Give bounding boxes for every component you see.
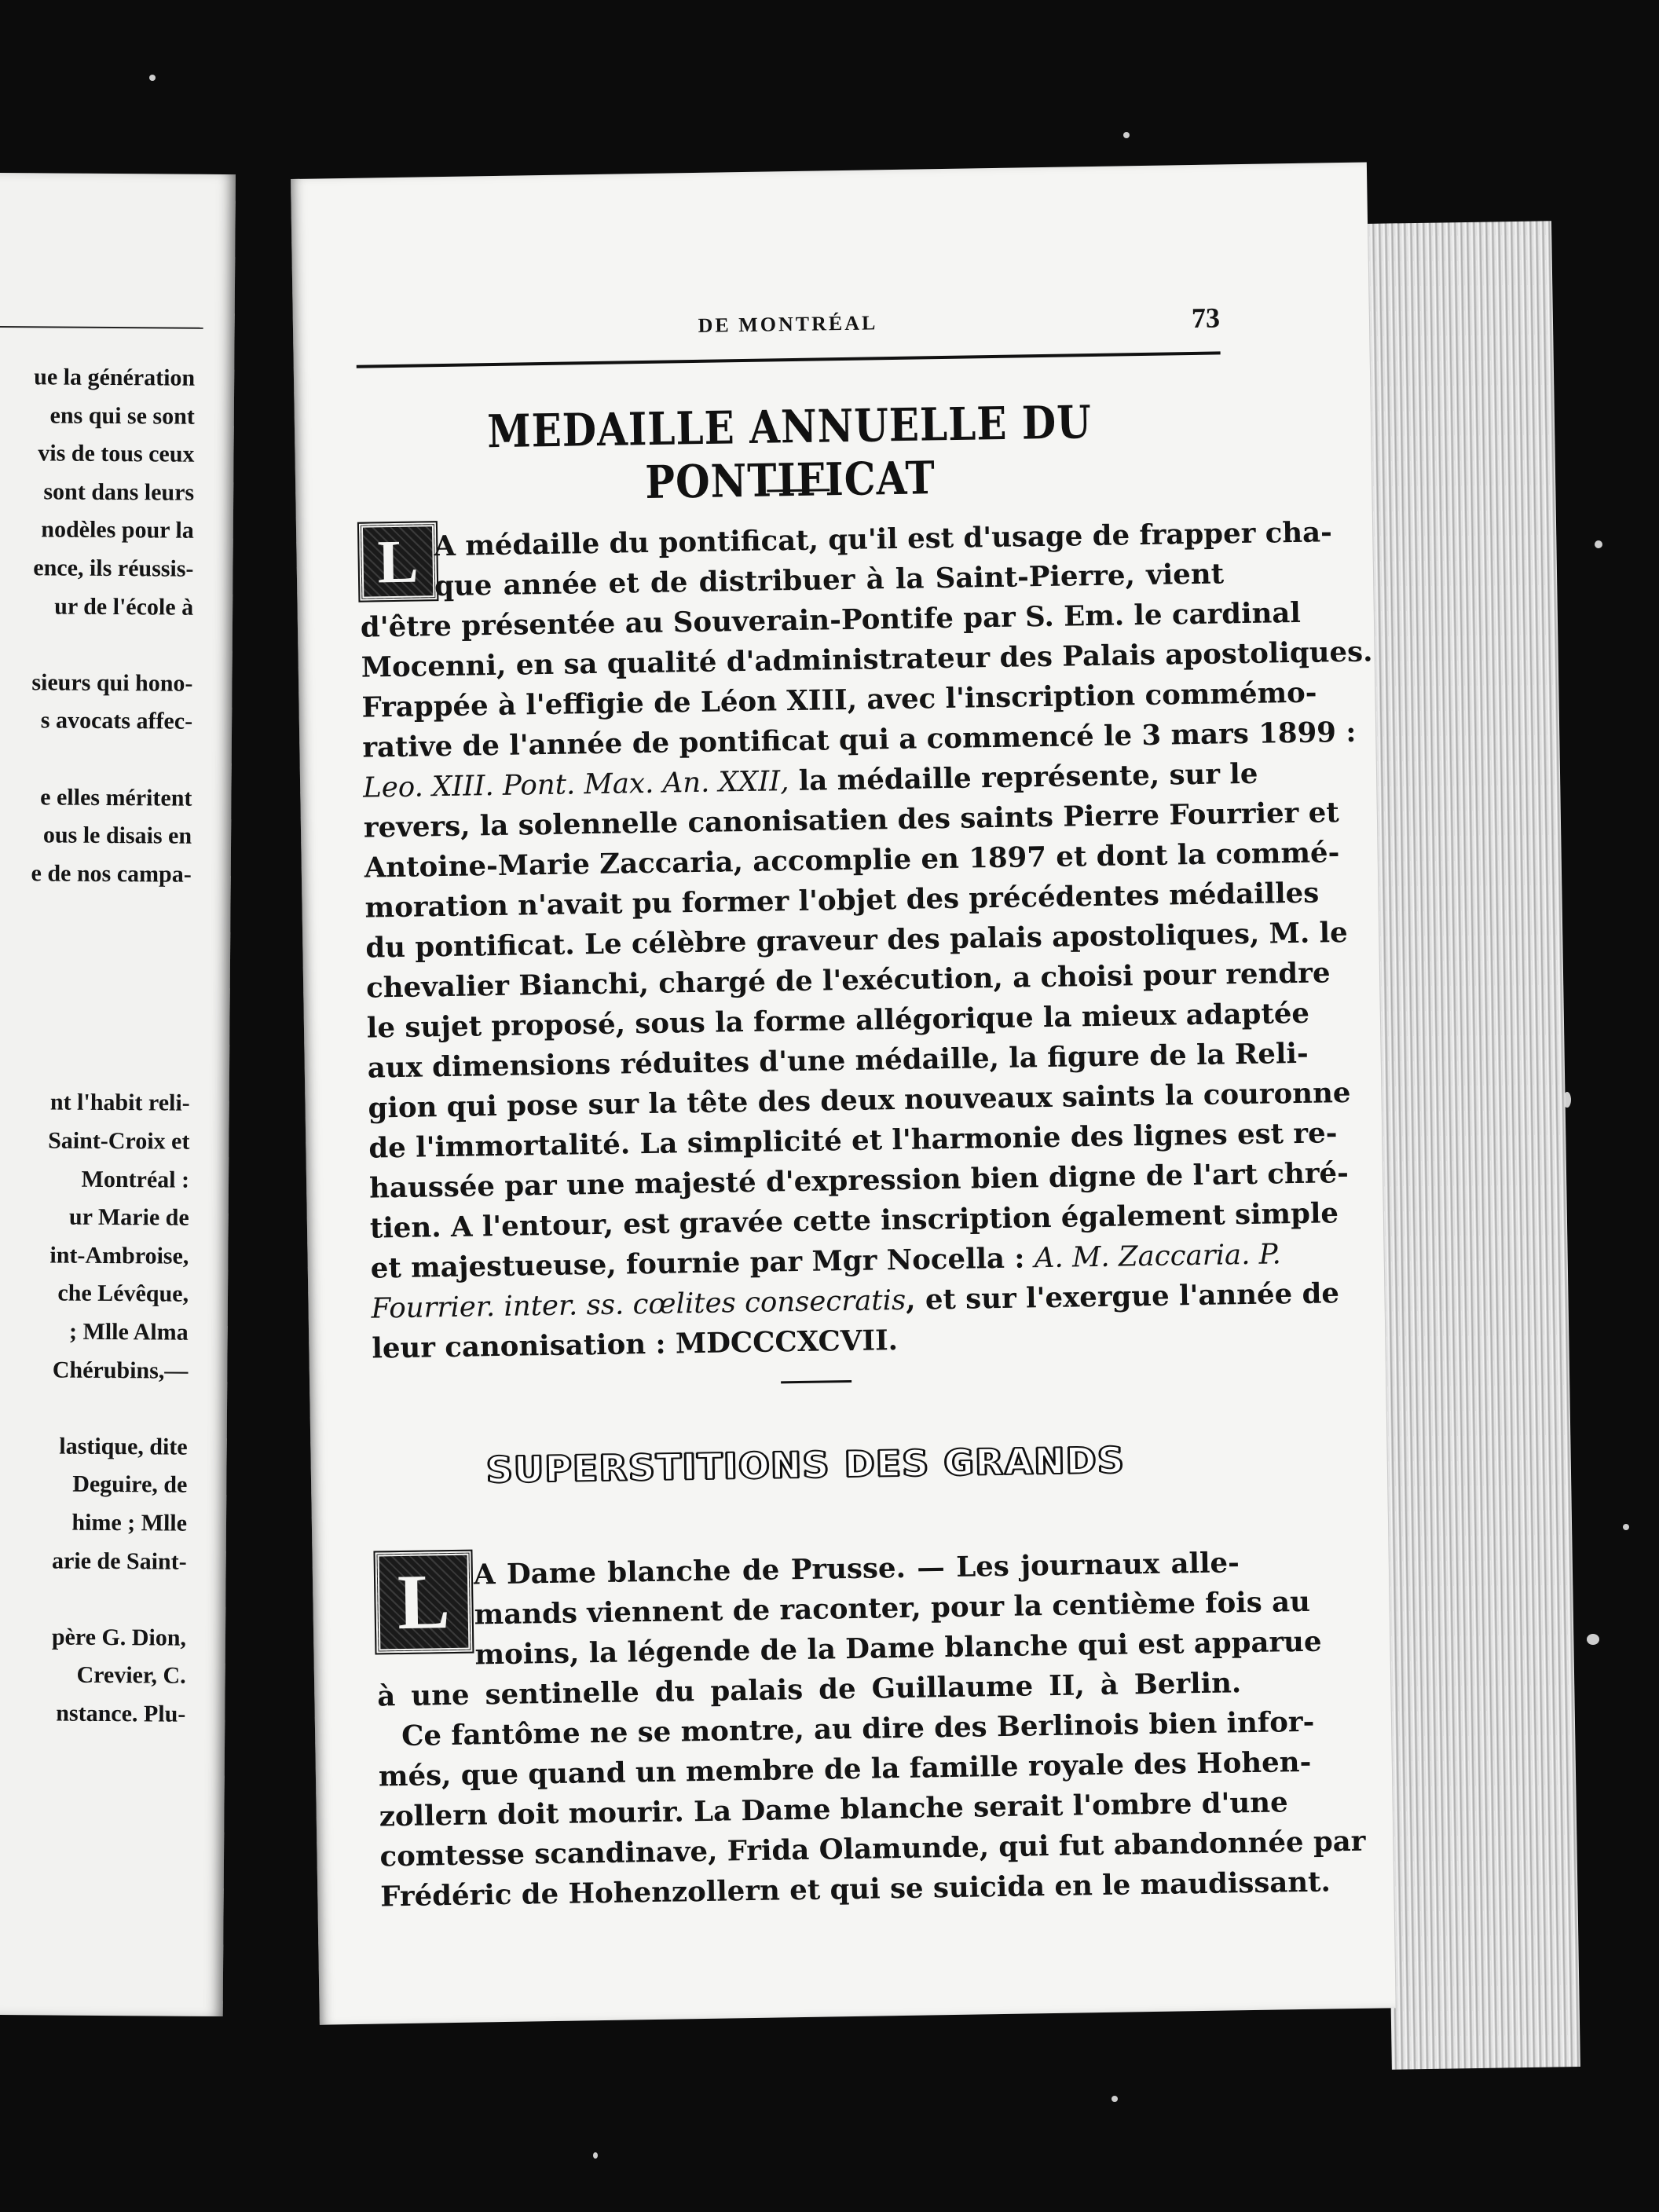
text-line: chevalier Bianchi, chargé de l'exécution, a choisi pour rendre (365, 957, 1331, 1005)
text-line-part: , et sur l'exergue l'année de (905, 1277, 1340, 1317)
text-line: le sujet proposé, sous la forme allégorique la mieux adaptée (366, 997, 1310, 1045)
text-line: moins, la légende de la Dame blanche qui est apparue (474, 1625, 1322, 1672)
left-page-line: hime ; Mlle (71, 1509, 188, 1536)
left-page-line (0, 934, 191, 967)
left-page-line: e de nos campa- (31, 860, 192, 888)
text-line: A médaille du pontificat, qu'il est d'usage de frapper cha- (434, 516, 1333, 563)
left-page-line (0, 1392, 188, 1425)
text-line: moration n'avait pu former l'objet des précédentes médailles (364, 877, 1320, 925)
left-page-line: ence, ils réussis- (33, 555, 194, 582)
section-title-medaille: MEDAILLE ANNUELLE DU PONTIFICAT (486, 395, 1093, 509)
left-page-line: sont dans leurs (43, 478, 195, 506)
text-line: comtesse scandinave, Frida Olamunde, qui fut abandonnée par (379, 1825, 1366, 1873)
dust-speck (1123, 132, 1130, 138)
left-page-line: ; Mlle Alma (68, 1318, 189, 1346)
left-page (0, 173, 236, 2016)
left-page-line: che Lévêque, (57, 1280, 189, 1308)
left-page-line: père G. Dion, (51, 1624, 187, 1651)
left-page-line: nstance. Plu- (56, 1700, 186, 1727)
text-line: gion qui pose sur la tête des deux nouveaux saints la couronne (368, 1076, 1351, 1125)
left-page-line: Crevier, C. (76, 1662, 186, 1690)
text-line: haussée par une majesté d'expression bien digne de l'art chré- (368, 1157, 1350, 1205)
text-line: de l'immortalité. La simplicité et l'harmonie des lignes est re- (368, 1117, 1338, 1165)
left-page-rule (0, 326, 203, 329)
left-page-line: lastique, dite (59, 1433, 188, 1460)
left-page-line (0, 628, 193, 661)
left-page-line: arie de Saint- (51, 1547, 187, 1575)
left-page-line: ous le disais en (42, 822, 192, 849)
left-page-line: vis de tous ceux (38, 440, 195, 467)
section-separator (781, 1380, 851, 1383)
left-page-text (0, 173, 236, 1727)
text-line-part: la médaille représente, sur le (798, 757, 1258, 797)
article-medaille-text (359, 514, 1373, 1368)
left-page-line: ur de l'école à (54, 593, 194, 621)
page-edges (1363, 221, 1580, 2069)
dust-speck (1623, 1524, 1629, 1530)
dropcap-l: L (375, 1551, 472, 1654)
article-superstitions-text (375, 1543, 1366, 1917)
text-line: du pontificat. Le célèbre graveur des palais apostoliques, M. le (365, 916, 1349, 965)
dust-speck (1111, 2096, 1118, 2102)
left-page-line: Montréal : (81, 1166, 190, 1193)
left-page-line: int-Ambroise, (49, 1242, 189, 1269)
left-page-line (0, 1583, 186, 1616)
text-line: A Dame blanche de Prusse. — Les journaux alle- (473, 1547, 1240, 1591)
text-line: mands viennent de raconter, pour la centième fois au (474, 1585, 1311, 1632)
text-line: d'être présentée au Souverain-Pontife par S. Em. le cardinal (360, 596, 1302, 644)
text-line: rative de l'année de pontificat qui a commencé le 3 mars 1899 : (362, 716, 1357, 764)
dust-speck (1595, 540, 1602, 548)
running-title: DE MONTRÉAL (698, 311, 878, 337)
dropcap-l: L (359, 522, 438, 601)
left-page-line: ue la génération (34, 364, 196, 391)
text-line: leur canonisation : MDCCCXCVII. (372, 1324, 899, 1365)
text-line: Antoine-Marie Zaccaria, accomplie en 1897 et dont la commé- (364, 837, 1340, 884)
left-page-line (0, 1049, 190, 1082)
text-line: més, que quand un membre de la famille royale des Hohen- (378, 1745, 1312, 1793)
dust-speck (149, 75, 156, 81)
text-line: à une sentinelle du palais de Guillaume II, à Berlin. (377, 1667, 1242, 1713)
left-page-line: nodèles pour la (41, 516, 194, 544)
right-page (291, 162, 1396, 2024)
page-number: 73 (1191, 302, 1221, 335)
section-title-superstitions: SUPERSTITIONS DES GRANDS (485, 1438, 1126, 1492)
text-line: que année et de distribuer à la Saint-Pierre, vient (434, 558, 1225, 603)
left-page-line: s avocats affec- (40, 707, 193, 735)
text-line: Mocenni, en sa qualité d'administrateur des Palais apostoliques. (361, 635, 1373, 684)
text-line: aux dimensions réduites d'une médaille, la figure de la Reli- (367, 1037, 1309, 1085)
left-page-line: Saint-Croix et (48, 1127, 190, 1155)
text-line: Ce fantôme ne se montre, au dire des Berlinois bien infor- (401, 1705, 1315, 1753)
italic-inscription: A. M. Zaccaria. P. (1034, 1238, 1282, 1275)
text-line: Frappée à l'effigie de Léon XIII, avec l'inscription commémo- (361, 676, 1317, 724)
left-page-line: Deguire, de (72, 1471, 188, 1499)
text-line: Frédéric de Hohenzollern et qui se suicida en le maudissant. (380, 1866, 1331, 1914)
left-page-line: Chérubins,— (52, 1357, 189, 1384)
left-page-line (0, 743, 192, 776)
text-line: tien. A l'entour, est gravée cette inscription également simple (369, 1197, 1339, 1245)
italic-inscription: Leo. XIII. Pont. Max. An. XXII, (362, 765, 789, 804)
italic-inscription: Fourrier. inter. ss. cœlites consecratis (371, 1284, 906, 1325)
left-page-line: nt l'habit reli- (49, 1089, 190, 1117)
text-line: revers, la solennelle canonisatien des saints Pierre Fourrier et (363, 797, 1339, 844)
left-page-line (0, 895, 192, 928)
text-line: zollern doit mourir. La Dame blanche serait l'ombre d'une (379, 1786, 1288, 1833)
left-page-line: ens qui se sont (49, 402, 195, 430)
text-line-part: et majestueuse, fournie par Mgr Nocella : (370, 1242, 1025, 1285)
dust-speck (1587, 1634, 1599, 1645)
left-page-line (0, 1010, 191, 1043)
left-page-line (0, 972, 191, 1005)
running-head (356, 298, 1221, 358)
left-page-line: ur Marie de (68, 1203, 189, 1231)
left-page-line: e elles méritent (40, 783, 192, 811)
dust-speck (593, 2152, 598, 2159)
left-page-line: sieurs qui hono- (31, 669, 193, 697)
